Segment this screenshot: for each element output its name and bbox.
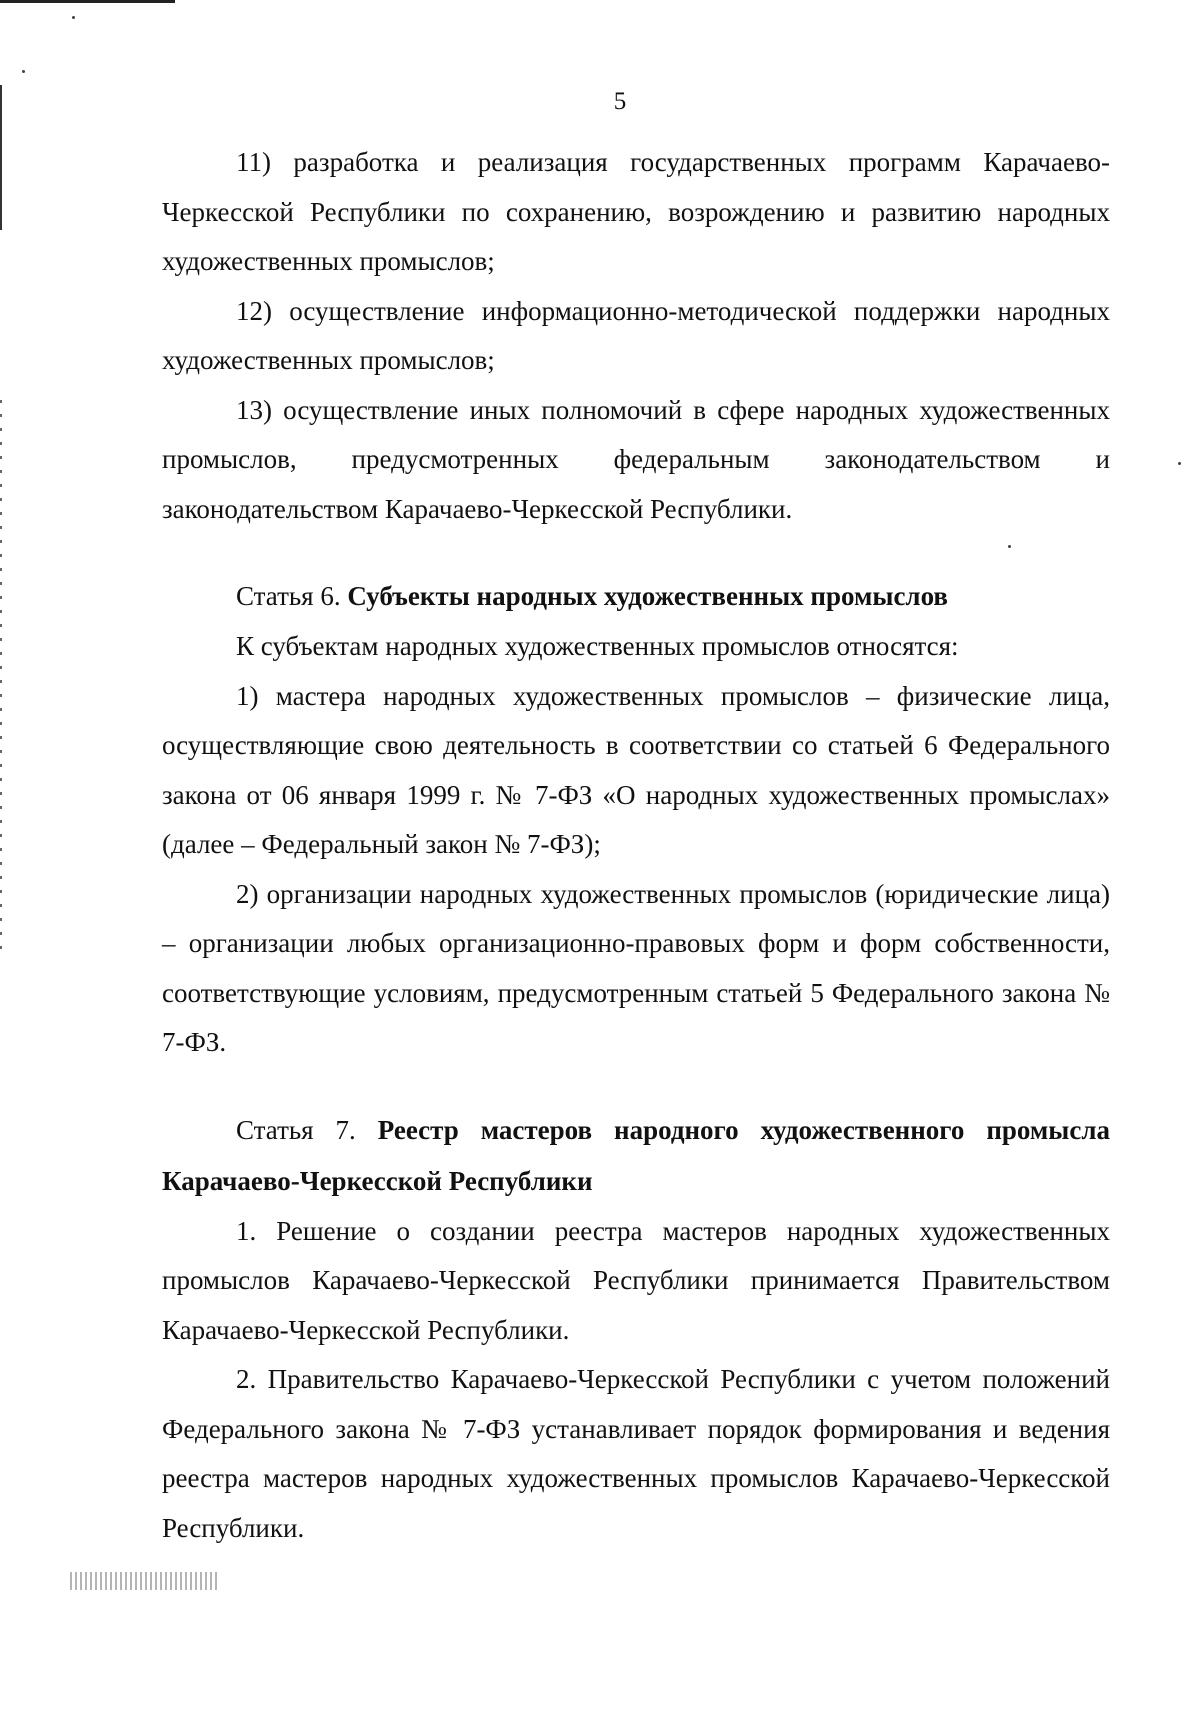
section-spacer — [162, 1068, 1110, 1105]
paragraph-item-11: 11) разработка и реализация государственных программ Карачаево-Черкесской Республики по сохранению, возрождению и развитию народных художественных промыслов; — [162, 147, 1110, 276]
scan-speck — [72, 16, 75, 19]
document-body — [162, 138, 1110, 1553]
section-spacer — [162, 534, 1110, 571]
article-7-prefix: Статья 7. — [236, 1114, 356, 1145]
article-7-item-1: 1. Решение о создании реестра мастеров народных художественных промыслов Карачаево-Черкесской Республики принимается Правительством Карачаево-Черкесской Республики. — [162, 1215, 1110, 1345]
paragraph-item-13: 13) осуществление иных полномочий в сфере народных художественных промыслов, предусмотренных федеральным законодательством и законодательством Карачаево-Черкесской Республики. — [162, 394, 1110, 524]
article-6-heading — [162, 571, 1110, 622]
article-6-title: Субъекты народных художественных промыслов — [347, 581, 948, 611]
scan-speck — [22, 70, 25, 73]
article-7-heading — [162, 1105, 1110, 1207]
scan-speck — [1178, 462, 1181, 465]
scan-artifact-top-line — [0, 0, 175, 3]
page-number: 5 — [613, 88, 627, 115]
paragraph-item-12: 12) осуществление информационно-методической поддержки народных художественных промыслов; — [162, 295, 1110, 375]
scan-artifact-smudge — [70, 1572, 220, 1590]
scan-artifact-left-dots — [0, 400, 2, 960]
article-6-prefix: Статья 6. — [236, 581, 341, 611]
article-6-item-2: 2) организации народных художественных промыслов (юридические лица) – организации любых организационно-правовых форм и форм собственности, соответствующие условиям, предусмотренным статьей 5 Федерального закона № 7-ФЗ. — [162, 878, 1110, 1057]
article-6-item-1: 1) мастера народных художественных промыслов – физические лица, осуществляющие свою деятельность в соответствии со статьей 6 Федерального закона от 06 января 1999 г. № 7-ФЗ «О народных художественных промыслах» (далее – Федеральный закон № 7-ФЗ); — [162, 680, 1110, 859]
article-7-title: Реестр мастеров народного художественного промысла Карачаево-Черкесской Республики — [162, 1114, 1110, 1196]
article-7-item-2: 2. Правительство Карачаево-Черкесской Республики с учетом положений Федерального закона № 7-ФЗ устанавливает порядок формирования и ведения реестра мастеров народных художественных промыслов Карачаево-Черкесской Республики. — [162, 1364, 1110, 1543]
scan-artifact-left-bar — [0, 85, 2, 230]
article-6-intro: К субъектам народных художественных промыслов относятся: — [236, 631, 959, 661]
